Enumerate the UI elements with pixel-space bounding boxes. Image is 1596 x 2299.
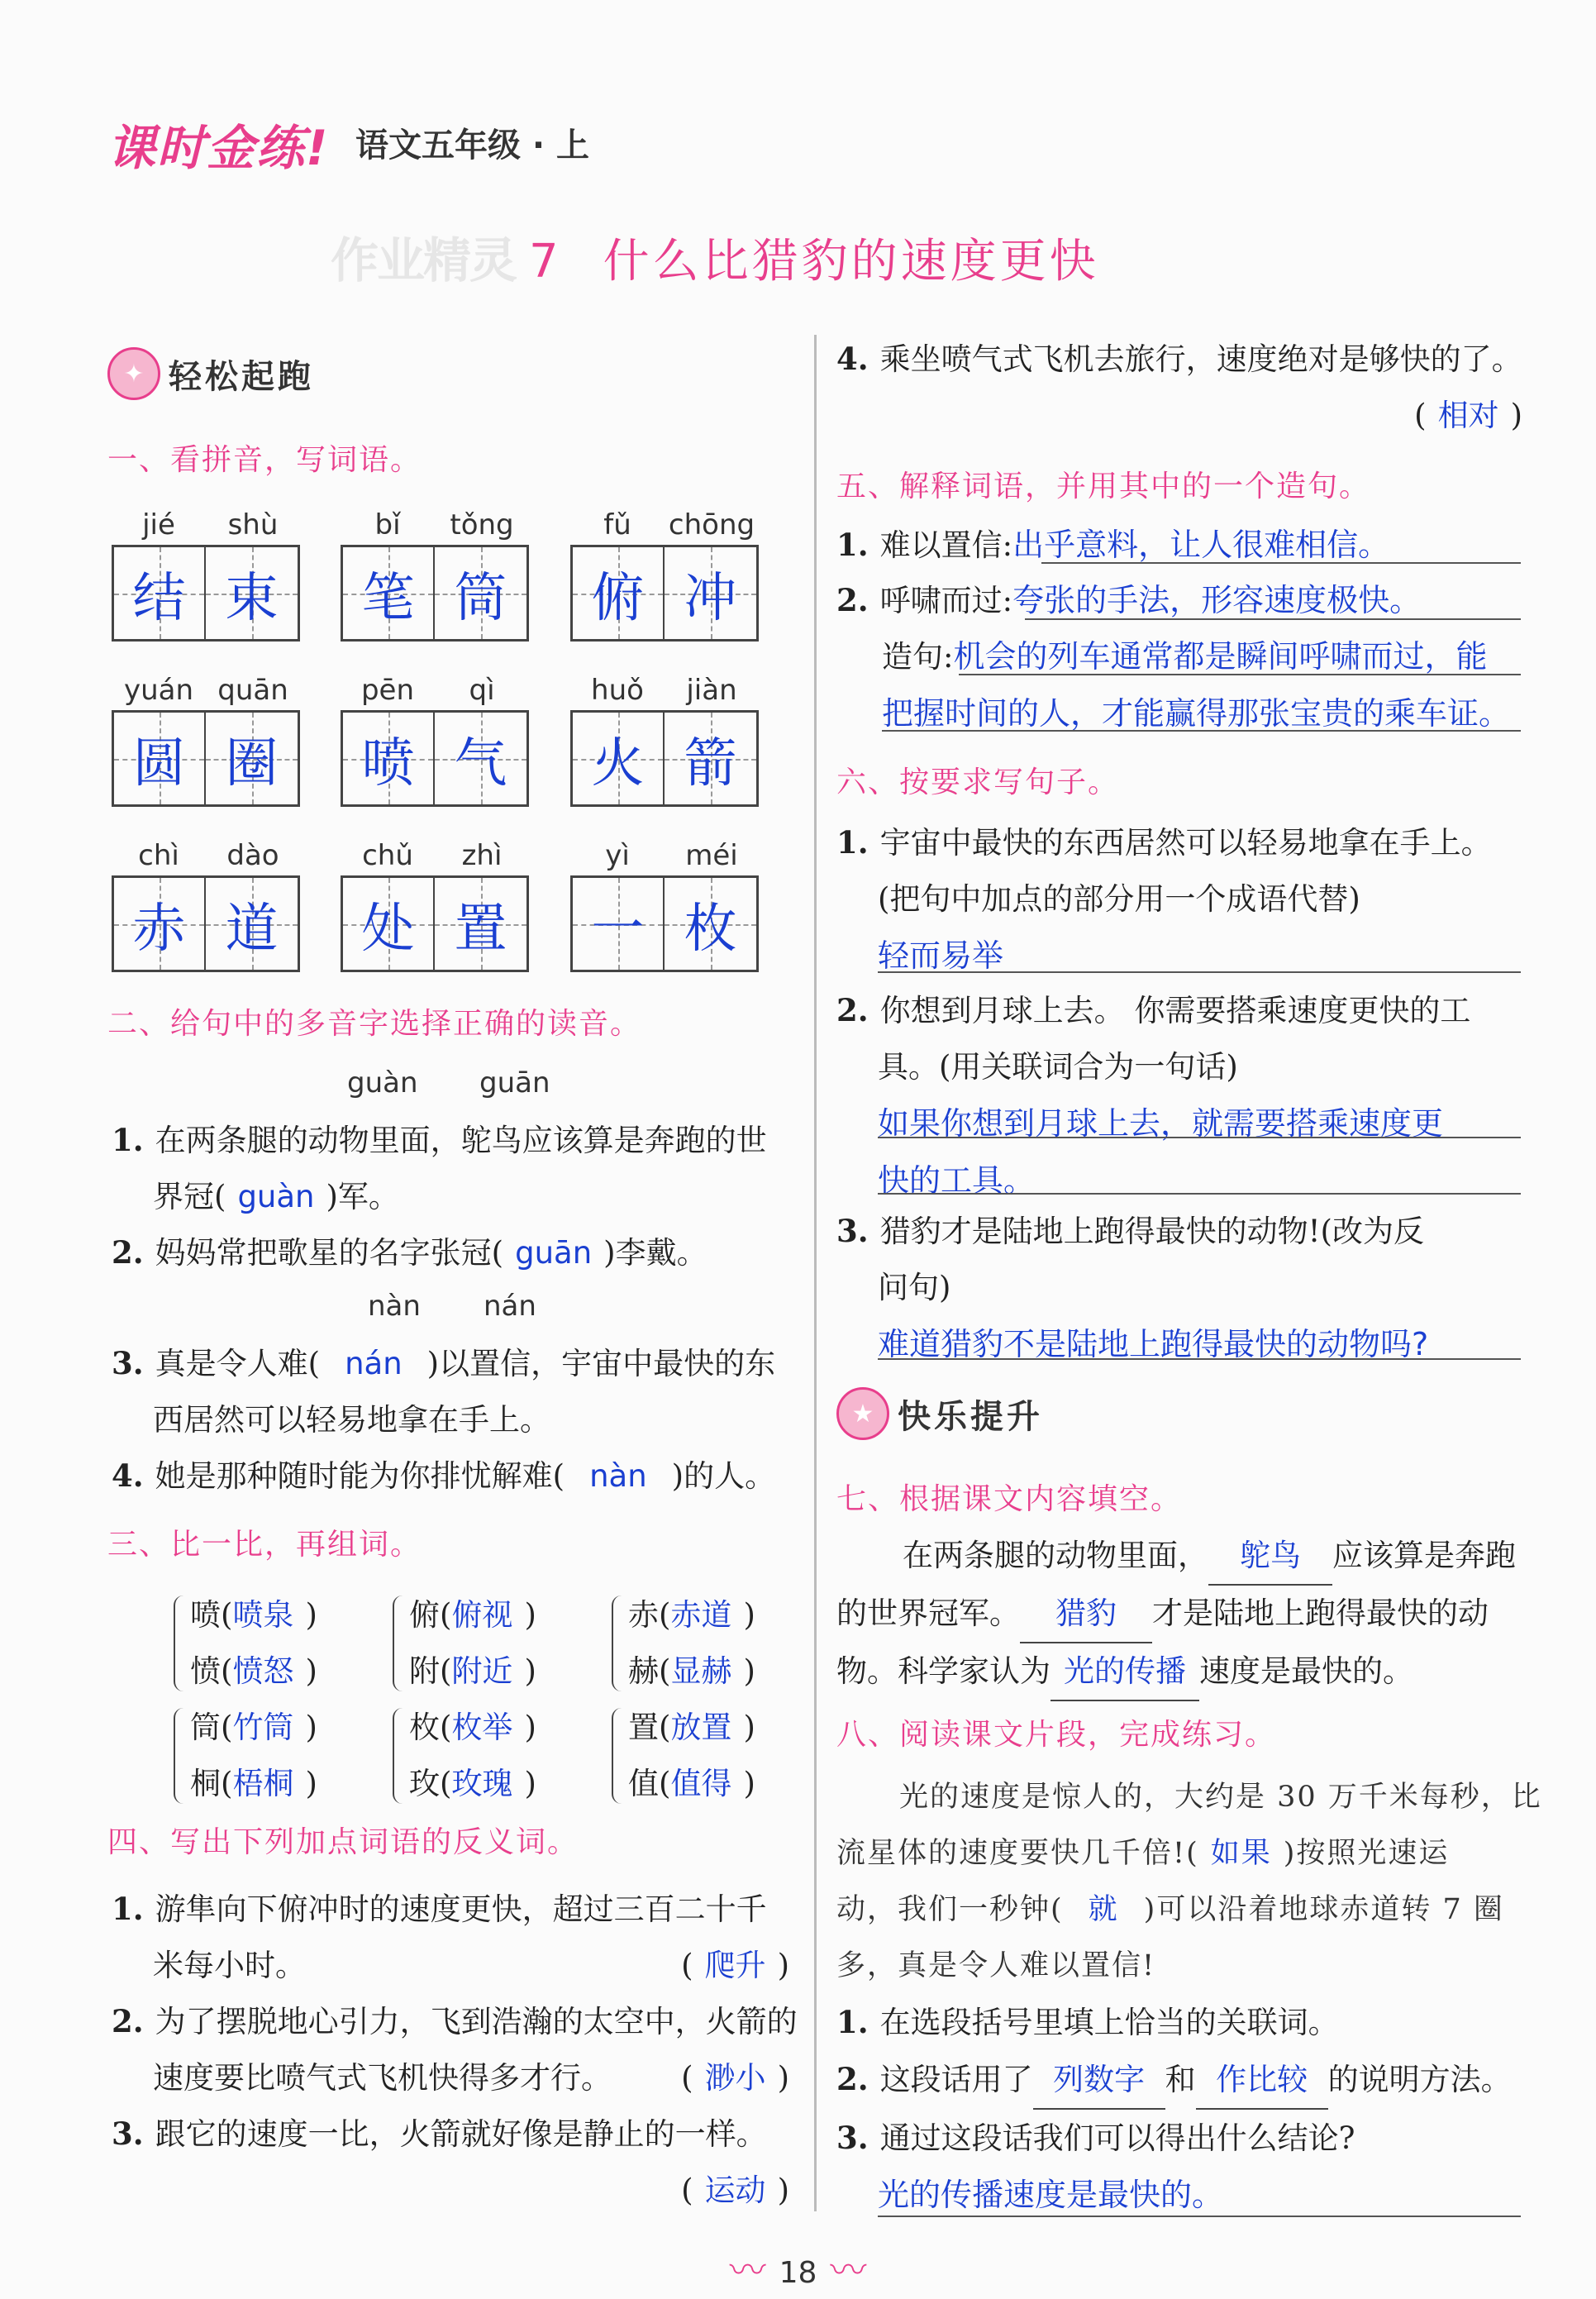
writing-boxes	[112, 710, 300, 807]
column-divider	[814, 335, 817, 2211]
s2-q1-text-c: )军。	[326, 1179, 399, 1214]
pinyin-syllable: dào	[226, 839, 279, 872]
writing-boxes	[341, 545, 529, 642]
pinyin-syllable: qì	[469, 674, 495, 707]
char-prompt: 俯(	[409, 1597, 452, 1633]
word-answer[interactable]: 俯视	[451, 1597, 513, 1633]
word-answer[interactable]: 喷泉	[232, 1597, 294, 1633]
char-box[interactable]	[114, 713, 206, 804]
char-box[interactable]	[435, 878, 526, 970]
s2-question-1	[112, 1112, 798, 1225]
answer-line	[1025, 618, 1521, 620]
s8-q2-answer-1[interactable]: 列数字	[1033, 2052, 1165, 2110]
option-pinyin-2: guān	[479, 1066, 550, 1099]
s2-q2-text-b: )李戴。	[603, 1235, 707, 1271]
s5-make-answer-1[interactable]: 机会的列车通常都是瞬间呼啸而过，能	[953, 638, 1488, 675]
s8-q1-text: 在选段括号里填上恰当的关联词。	[879, 2005, 1339, 2040]
passage-line-2b: )按照光速运	[1283, 1837, 1450, 1870]
s5-make-answer-2[interactable]: 把握时间的人，才能赢得那张宝贵的乘车证。	[882, 695, 1511, 732]
qnum: 2.	[112, 2003, 144, 2039]
s8-q3-text: 通过这段话我们可以得出什么结论?	[879, 2120, 1355, 2156]
s2-q1-text-a: 在两条腿的动物里面，鸵鸟应该算是奔跑的世	[155, 1123, 767, 1158]
advance-badge	[836, 1387, 1043, 1440]
answer-line	[878, 1193, 1521, 1195]
qnum: 1.	[112, 1122, 144, 1158]
s4-question-4: 4. 乘坐喷气式飞机去旅行，速度绝对是够快的了。 ( 相对 )	[836, 341, 1522, 433]
s7-text-6: 速度是最快的。	[1199, 1653, 1413, 1689]
s4-q2-text-a: 为了摆脱地心引力，飞到浩瀚的太空中，火箭的	[155, 2004, 798, 2039]
s4-q3-text-a: 跟它的速度一比，火箭就好像是静止的一样。	[155, 2116, 767, 2152]
s8-q2-text-a: 这段话用了	[879, 2062, 1033, 2097]
pinyin-syllable: jié	[142, 508, 175, 541]
s5-w2-label: 呼啸而过:	[879, 583, 1013, 618]
char-answer: 笔	[361, 567, 415, 629]
qnum: 1.	[836, 824, 869, 861]
s6-q1-answer[interactable]: 轻而易举	[878, 937, 1004, 974]
s7-text-3: 的世界冠军。	[836, 1595, 1020, 1631]
word-answer[interactable]: 附近	[451, 1653, 513, 1689]
s6-q3-answer[interactable]: 难道猎豹不是陆地上跑得最快的动物吗?	[878, 1326, 1429, 1362]
qnum: 1.	[836, 527, 869, 563]
char-box[interactable]	[114, 878, 206, 970]
s8-questions	[836, 1994, 1547, 2224]
s5-word-2	[836, 572, 1547, 629]
s4-q4-text-a: 乘坐喷气式飞机去旅行，速度绝对是够快的了。	[879, 341, 1522, 377]
char-box[interactable]	[206, 878, 298, 970]
char-prompt: 喷(	[190, 1597, 233, 1633]
warmup-badge	[107, 347, 314, 400]
s7-answer-1[interactable]: 鸵鸟	[1208, 1528, 1332, 1586]
pinyin-syllable: chì	[138, 839, 179, 872]
brace	[612, 1708, 623, 1804]
pinyin-syllable: jiàn	[686, 674, 737, 707]
brace	[174, 1708, 185, 1804]
answer-line	[959, 674, 1521, 675]
s2-q4-answer[interactable]: nàn	[589, 1458, 647, 1494]
word-answer[interactable]: 赤道	[670, 1597, 732, 1633]
s2-question-3	[112, 1335, 798, 1448]
qnum: 1.	[112, 1891, 144, 1927]
writing-boxes	[570, 710, 759, 807]
char-answer: 火	[591, 732, 645, 794]
pinyin-syllable: quān	[217, 674, 288, 707]
passage-line-4: 多，真是令人难以置信!	[836, 1949, 1156, 1982]
option-pinyin-4: nán	[484, 1290, 536, 1323]
char-answer: 结	[132, 567, 186, 629]
compare-pair: 喷(喷泉 ) 愤(愤怒 )	[174, 1587, 317, 1700]
section-5-heading: 五、解释词语，并用其中的一个造句。	[836, 470, 1371, 503]
s4-question-3: 3. 跟它的速度一比，火箭就好像是静止的一样。 ( 运动 )	[112, 2115, 789, 2208]
s4-q3-answer[interactable]: 运动	[704, 2173, 766, 2208]
pinyin-syllable: chǔ	[362, 839, 413, 872]
word-answer[interactable]: 竹筒	[232, 1710, 294, 1745]
s2-q3-text-a: 真是令人难(	[155, 1346, 321, 1381]
page-footer	[0, 2240, 1596, 2293]
pinyin-syllable: zhì	[461, 839, 503, 872]
passage-line-3a: 动，我们一秒钟(	[836, 1893, 1064, 1926]
s4-q2-text-b: 速度要比喷气式飞机快得多才行。	[153, 2060, 612, 2096]
compare-pair: 筒(竹筒 ) 桐(梧桐 )	[174, 1700, 317, 1812]
brace	[393, 1708, 404, 1804]
passage-line-2a: 流星体的速度要快几千倍!(	[836, 1837, 1199, 1870]
s4-question-1: 1. 游隼向下俯冲时的速度更快，超过三百二十千 米每小时。 ( 爬升 )	[112, 1881, 798, 1994]
runner-icon: ✦	[107, 347, 160, 400]
char-box[interactable]	[343, 878, 435, 970]
pinyin-syllable: méi	[685, 839, 738, 872]
word-answer[interactable]: 值得	[670, 1766, 732, 1801]
word-answer[interactable]: 枚举	[451, 1710, 513, 1745]
answer-line	[878, 971, 1521, 973]
char-answer: 置	[454, 898, 507, 960]
char-box[interactable]	[343, 547, 435, 639]
option-pinyin-3: nàn	[368, 1290, 421, 1323]
brace	[174, 1595, 185, 1691]
brand-logo: 课时金练!	[107, 120, 330, 176]
s2-q4-text-b: )的人。	[671, 1458, 776, 1494]
char-box[interactable]	[665, 547, 756, 639]
lesson-title-text: 什么比猎豹的速度更快	[603, 235, 1099, 289]
s5-w2-answer[interactable]: 夸张的手法，形容速度极快。	[1012, 582, 1422, 618]
answer-line	[878, 1137, 1521, 1138]
writing-boxes	[112, 875, 300, 972]
char-box[interactable]	[573, 713, 665, 804]
char-answer: 冲	[684, 567, 737, 629]
s6-q2-answer-1[interactable]: 如果你想到月球上去，就需要搭乘速度更	[878, 1105, 1444, 1142]
s4-question-2: 2. 为了摆脱地心引力，飞到浩瀚的太空中，火箭的 速度要比喷气式飞机快得多才行。 ( 渺小 )	[112, 1993, 798, 2106]
s6-q1-text-a: 宇宙中最快的东西居然可以轻易地拿在手上。	[879, 825, 1492, 861]
s6-question-1	[836, 814, 1547, 985]
writing-boxes	[112, 545, 300, 642]
writing-boxes	[570, 545, 759, 642]
char-prompt: 置(	[628, 1710, 671, 1745]
s2-question-4	[112, 1448, 798, 1505]
char-box[interactable]	[573, 547, 665, 639]
section-1-heading: 一、看拼音，写词语。	[107, 443, 422, 477]
compare-pair: 俯(俯视 ) 附(附近 )	[393, 1587, 536, 1700]
char-answer: 圆	[132, 732, 186, 794]
passage-answer-1[interactable]: 如果	[1210, 1837, 1272, 1870]
pinyin-syllable: shù	[227, 508, 279, 541]
s2-q3-text-b: )以置信，宇宙中最快的东	[426, 1346, 776, 1381]
s8-q2-text-b: 和	[1165, 2062, 1196, 2097]
s2-question-2	[112, 1224, 798, 1281]
qnum: 2.	[112, 1234, 144, 1271]
pinyin-syllable: bǐ	[374, 508, 401, 541]
qnum: 4.	[836, 341, 869, 377]
s4-q1-text-a: 游隼向下俯冲时的速度更快，超过三百二十千	[155, 1891, 767, 1927]
s2-q4-text-a: 她是那种随时能为你排忧解难(	[155, 1458, 565, 1494]
pinyin-syllable: huǒ	[591, 674, 644, 707]
passage-answer-2[interactable]: 就	[1088, 1893, 1119, 1926]
pinyin-syllable: tǒng	[450, 508, 514, 541]
char-prompt: 值(	[628, 1766, 671, 1801]
s2-q1-answer[interactable]: guàn	[237, 1179, 315, 1214]
word-answer[interactable]: 放置	[670, 1710, 732, 1745]
char-answer: 喷	[361, 732, 415, 794]
s8-q2-answer-2[interactable]: 作比较	[1196, 2052, 1328, 2110]
char-box[interactable]	[206, 713, 298, 804]
section-8-heading: 八、阅读课文片段，完成练习。	[836, 1718, 1277, 1752]
answer-line	[878, 1358, 1521, 1360]
char-answer: 枚	[684, 898, 737, 960]
s5-w1-label: 难以置信:	[879, 527, 1013, 563]
s2-q2-text-a: 妈妈常把歌星的名字张冠(	[155, 1235, 504, 1271]
word-answer[interactable]: 愤怒	[232, 1653, 294, 1689]
writing-boxes	[341, 710, 529, 807]
char-prompt: 玫(	[409, 1766, 452, 1801]
s4-q2-answer[interactable]: 渺小	[704, 2060, 766, 2096]
passage-line-3b: )可以沿着地球赤道转 7 圈	[1143, 1893, 1504, 1926]
s5-w1-answer[interactable]: 出乎意料，让人很难相信。	[1012, 527, 1390, 563]
section-3-heading: 三、比一比，再组词。	[107, 1528, 422, 1562]
qnum: 1.	[836, 2004, 869, 2040]
char-box[interactable]	[435, 547, 526, 639]
char-answer: 箭	[684, 732, 737, 794]
char-prompt: 赫(	[628, 1653, 671, 1689]
qnum: 4.	[112, 1457, 144, 1494]
s8-q2-text-c: 的说明方法。	[1327, 2062, 1512, 2097]
s5-make-sentence	[882, 628, 1568, 742]
char-answer: 赤	[132, 898, 186, 960]
char-answer: 处	[361, 898, 415, 960]
watermark: 作业精灵	[331, 232, 517, 289]
char-box[interactable]	[573, 878, 665, 970]
char-box[interactable]	[665, 878, 756, 970]
s2-q3-answer[interactable]: nán	[345, 1346, 403, 1381]
answer-line	[882, 730, 1521, 732]
pinyin-syllable: yì	[605, 839, 630, 872]
compare-pair: 枚(枚举 ) 玫(玫瑰 )	[393, 1700, 536, 1812]
passage-line-1: 光的速度是惊人的，大约是 30 万千米每秒，比	[899, 1781, 1542, 1814]
char-prompt: 赤(	[628, 1597, 671, 1633]
swirl-left-icon: 〰	[729, 2249, 766, 2292]
qnum: 2.	[836, 582, 869, 618]
qnum: 3.	[112, 2115, 144, 2152]
char-box[interactable]	[665, 713, 756, 804]
s6-q2-answer-2[interactable]: 快的工具。	[878, 1162, 1036, 1199]
char-box[interactable]	[206, 547, 298, 639]
lesson-title	[529, 225, 1099, 291]
s2-q1-text-b: 界冠(	[153, 1179, 226, 1214]
char-box[interactable]	[343, 713, 435, 804]
char-answer: 气	[454, 732, 507, 794]
qnum: 3.	[836, 2120, 869, 2156]
char-answer: 束	[225, 567, 279, 629]
lesson-number: 7	[529, 235, 562, 289]
s2-q2-answer[interactable]: guān	[515, 1235, 593, 1271]
section-2-heading: 二、给句中的多音字选择正确的读音。	[107, 1007, 642, 1041]
s7-text-4: 才是陆地上跑得最快的动	[1152, 1595, 1489, 1631]
word-answer[interactable]: 显赫	[670, 1653, 732, 1689]
pinyin-syllable: pēn	[360, 674, 415, 707]
brace	[612, 1595, 623, 1691]
pinyin-syllable: yuán	[123, 674, 194, 707]
s4-q1-text-b: 米每小时。	[153, 1948, 306, 1983]
swirl-right-icon: 〰	[830, 2249, 867, 2292]
section-6-heading: 六、按要求写句子。	[836, 766, 1120, 799]
char-prompt: 枚(	[409, 1710, 452, 1745]
char-prompt: 愤(	[190, 1653, 233, 1689]
pinyin-syllable: fǔ	[603, 508, 631, 541]
section-7-heading: 七、根据课文内容填空。	[836, 1482, 1183, 1516]
section-4-heading: 四、写出下列加点词语的反义词。	[107, 1825, 579, 1859]
subject-label: 语文五年级 · 上	[355, 126, 590, 165]
char-answer: 俯	[591, 567, 645, 629]
s6-question-2	[836, 982, 1547, 1209]
s6-q2-text-a: 你想到月球上去。 你需要搭乘速度更快的工	[879, 993, 1471, 1028]
warmup-badge-label: 轻松起跑	[169, 357, 314, 396]
s6-q3-text-a: 猎豹才是陆地上跑得最快的动物!(改为反	[879, 1214, 1424, 1249]
s6-q3-text-b: 问句)	[878, 1270, 951, 1305]
advance-badge-label: 快乐提升	[898, 1397, 1043, 1436]
compare-pair: 置(放置 ) 值(值得 )	[612, 1700, 755, 1812]
pinyin-syllable: chōng	[668, 508, 755, 541]
writing-boxes	[341, 875, 529, 972]
char-prompt: 附(	[409, 1653, 452, 1689]
brace	[393, 1595, 404, 1691]
char-box[interactable]	[435, 713, 526, 804]
writing-boxes	[570, 875, 759, 972]
s4-q1-answer[interactable]: 爬升	[704, 1948, 766, 1983]
s8-q3-answer[interactable]: 光的传播速度是最快的。	[878, 2177, 1224, 2213]
qnum: 2.	[836, 992, 869, 1028]
trophy-icon: ★	[836, 1387, 889, 1440]
compare-pair: 赤(赤道 ) 赫(显赫 )	[612, 1587, 755, 1700]
answer-line	[878, 2216, 1521, 2217]
page-number: 18	[779, 2256, 817, 2290]
s6-q1-text-b: (把句中加点的部分用一个成语代替)	[878, 881, 1360, 917]
qnum: 2.	[836, 2061, 869, 2097]
s6-q2-text-b: 具。(用关联词合为一句话)	[878, 1049, 1238, 1085]
s7-text-5: 物。科学家认为	[836, 1653, 1051, 1689]
s7-answer-2[interactable]: 猎豹	[1020, 1586, 1152, 1643]
char-answer: 圈	[225, 732, 279, 794]
option-pinyin-1: guàn	[347, 1066, 418, 1099]
char-answer: 筒	[454, 567, 507, 629]
s2-q3-text-c: 西居然可以轻易地拿在手上。	[153, 1402, 550, 1438]
char-answer: 一	[591, 898, 645, 960]
s7-text-1: 在两条腿的动物里面，	[903, 1538, 1208, 1573]
word-answer[interactable]: 梧桐	[232, 1766, 294, 1801]
s5-make-label: 造句:	[882, 639, 954, 675]
s5-word-1	[836, 517, 1547, 574]
word-answer[interactable]: 玫瑰	[451, 1766, 513, 1801]
char-box[interactable]	[114, 547, 206, 639]
char-answer: 道	[225, 898, 279, 960]
qnum: 3.	[836, 1213, 869, 1249]
s4-q4-answer[interactable]: 相对	[1437, 398, 1499, 433]
answer-line	[1041, 562, 1521, 564]
s7-fill-in	[836, 1528, 1547, 1701]
char-prompt: 桐(	[190, 1766, 233, 1801]
s7-text-2: 应该算是奔跑	[1332, 1538, 1516, 1573]
s6-question-3	[836, 1203, 1547, 1373]
qnum: 3.	[112, 1345, 144, 1381]
s7-answer-3[interactable]: 光的传播	[1051, 1643, 1199, 1701]
reading-passage	[836, 1769, 1547, 1994]
char-prompt: 筒(	[190, 1710, 233, 1745]
